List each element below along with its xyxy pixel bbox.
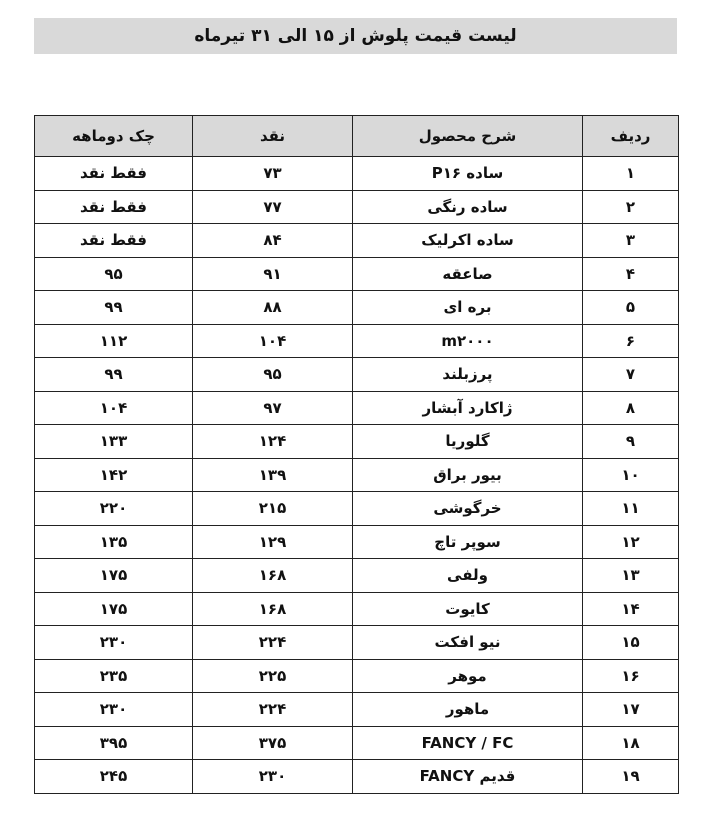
cell-cheque: ۲۳۵ (35, 659, 193, 693)
cell-cash: ۷۳ (193, 157, 353, 191)
cell-row-number: ۷ (583, 358, 679, 392)
cell-description: ساده رنگی (353, 190, 583, 224)
cell-cheque: ۱۳۵ (35, 525, 193, 559)
cell-row-number: ۱۵ (583, 626, 679, 660)
cell-description: صاعقه (353, 257, 583, 291)
cell-cash: ۲۲۵ (193, 659, 353, 693)
table-row (35, 190, 679, 224)
header-cheque: چک دوماهه (35, 116, 193, 157)
cell-cheque: ۱۴۲ (35, 458, 193, 492)
cell-cash: ۹۱ (193, 257, 353, 291)
cell-cash: ۱۶۸ (193, 592, 353, 626)
cell-cheque: فقط نقد (35, 157, 193, 191)
cell-cheque: ۹۵ (35, 257, 193, 291)
cell-cash: ۲۲۴ (193, 626, 353, 660)
page-title: لیست قیمت پلوش از ۱۵ الی ۳۱ تیرماه (34, 18, 677, 54)
cell-row-number: ۵ (583, 291, 679, 325)
table-row (35, 659, 679, 693)
cell-description: سوپر تاچ (353, 525, 583, 559)
cell-cash: ۱۶۸ (193, 559, 353, 593)
cell-cheque: ۱۷۵ (35, 559, 193, 593)
cell-cheque: فقط نقد (35, 224, 193, 258)
cell-cash: ۹۵ (193, 358, 353, 392)
cell-cash: ۹۷ (193, 391, 353, 425)
cell-description: پرزبلند (353, 358, 583, 392)
cell-description: m۲۰۰۰ (353, 324, 583, 358)
cell-cheque: ۲۲۰ (35, 492, 193, 526)
cell-description: موهر (353, 659, 583, 693)
cell-cash: ۷۷ (193, 190, 353, 224)
cell-cash: ۱۰۴ (193, 324, 353, 358)
table-row (35, 492, 679, 526)
cell-cheque: ۲۴۵ (35, 760, 193, 794)
cell-row-number: ۲ (583, 190, 679, 224)
table-row (35, 257, 679, 291)
cell-cash: ۲۱۵ (193, 492, 353, 526)
table-row (35, 626, 679, 660)
table-row (35, 224, 679, 258)
cell-row-number: ۳ (583, 224, 679, 258)
cell-cheque: ۳۹۵ (35, 726, 193, 760)
table-row (35, 391, 679, 425)
cell-description: ولفی (353, 559, 583, 593)
cell-description: ساده P۱۶ (353, 157, 583, 191)
cell-description: خرگوشی (353, 492, 583, 526)
table-row (35, 291, 679, 325)
cell-row-number: ۱۴ (583, 592, 679, 626)
cell-cheque: ۱۱۲ (35, 324, 193, 358)
price-table (34, 115, 679, 794)
table-row (35, 760, 679, 794)
header-row-number: ردیف (583, 116, 679, 157)
cell-cheque: ۱۰۴ (35, 391, 193, 425)
cell-cash: ۱۲۴ (193, 425, 353, 459)
cell-row-number: ۱ (583, 157, 679, 191)
cell-description: بیور براق (353, 458, 583, 492)
cell-cheque: ۲۳۰ (35, 693, 193, 727)
cell-description: ژاکارد آبشار (353, 391, 583, 425)
cell-cash: ۸۴ (193, 224, 353, 258)
cell-row-number: ۶ (583, 324, 679, 358)
cell-cash: ۳۷۵ (193, 726, 353, 760)
cell-row-number: ۸ (583, 391, 679, 425)
table-row (35, 425, 679, 459)
cell-row-number: ۱۹ (583, 760, 679, 794)
cell-cheque: فقط نقد (35, 190, 193, 224)
cell-cash: ۲۳۰ (193, 760, 353, 794)
table-row (35, 157, 679, 191)
cell-cheque: ۱۷۵ (35, 592, 193, 626)
cell-row-number: ۱۳ (583, 559, 679, 593)
table-row (35, 358, 679, 392)
cell-cheque: ۱۳۳ (35, 425, 193, 459)
cell-description: نیو افکت (353, 626, 583, 660)
table-row (35, 458, 679, 492)
table-row (35, 726, 679, 760)
table-row (35, 592, 679, 626)
cell-description: کایوت (353, 592, 583, 626)
cell-cheque: ۲۳۰ (35, 626, 193, 660)
table-row (35, 693, 679, 727)
cell-row-number: ۱۲ (583, 525, 679, 559)
cell-row-number: ۴ (583, 257, 679, 291)
cell-description: ساده اکرلیک (353, 224, 583, 258)
cell-row-number: ۱۱ (583, 492, 679, 526)
cell-description: گلوریا (353, 425, 583, 459)
cell-cheque: ۹۹ (35, 358, 193, 392)
table-row (35, 324, 679, 358)
cell-row-number: ۹ (583, 425, 679, 459)
cell-cash: ۱۳۹ (193, 458, 353, 492)
table-row (35, 525, 679, 559)
cell-row-number: ۱۸ (583, 726, 679, 760)
cell-cheque: ۹۹ (35, 291, 193, 325)
cell-cash: ۸۸ (193, 291, 353, 325)
cell-description: بره ای (353, 291, 583, 325)
cell-description: FANCY / FC (353, 726, 583, 760)
cell-row-number: ۱۶ (583, 659, 679, 693)
table-row (35, 559, 679, 593)
cell-cash: ۲۲۴ (193, 693, 353, 727)
cell-description: ماهور (353, 693, 583, 727)
cell-row-number: ۱۷ (583, 693, 679, 727)
header-cash: نقد (193, 116, 353, 157)
table-header-row (35, 116, 679, 157)
cell-description: قدیم FANCY (353, 760, 583, 794)
cell-cash: ۱۲۹ (193, 525, 353, 559)
table-body (35, 157, 679, 794)
header-description: شرح محصول (353, 116, 583, 157)
cell-row-number: ۱۰ (583, 458, 679, 492)
